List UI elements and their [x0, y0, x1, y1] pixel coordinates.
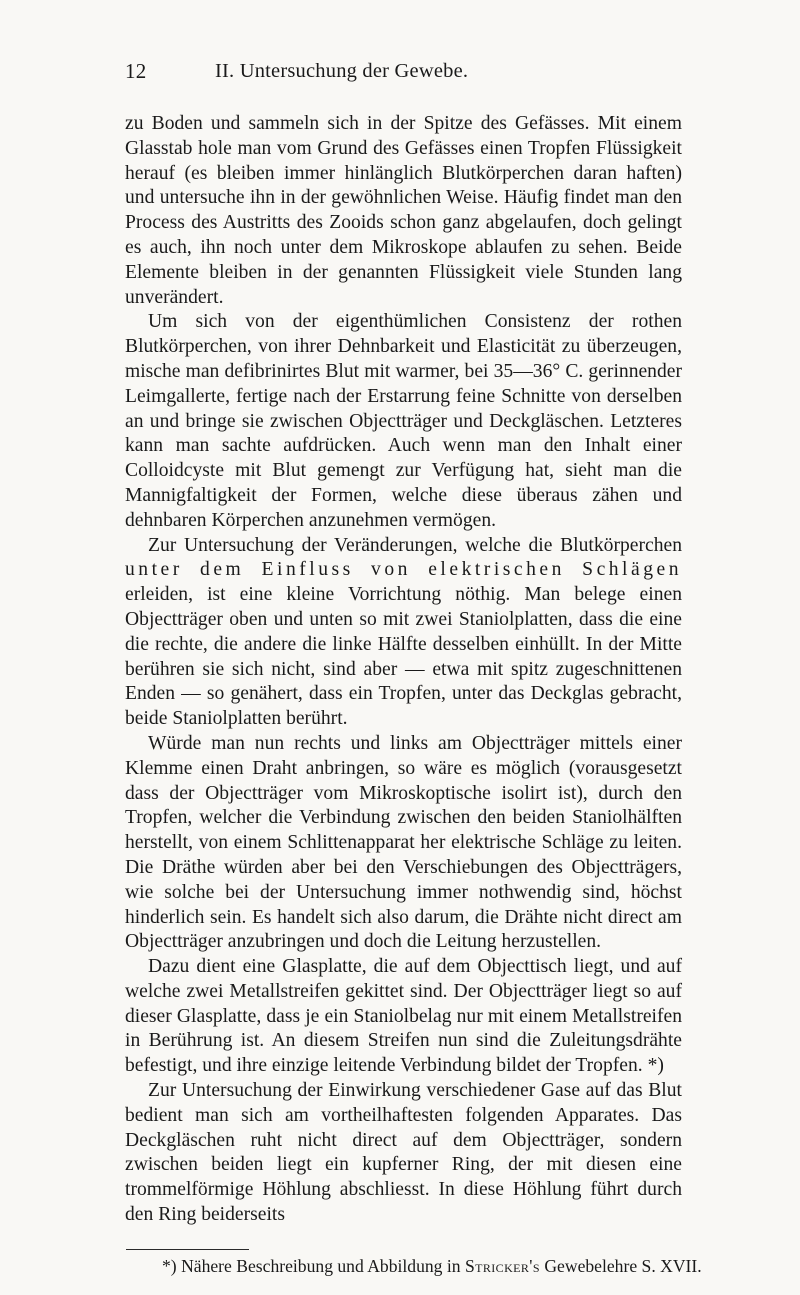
- footnote-marker: *): [162, 1256, 177, 1276]
- paragraph-3-emphasis: unter dem Einfluss von elektrischen Schlägen: [125, 559, 682, 581]
- footnote-author: Stricker's: [464, 1256, 540, 1276]
- page-number: 12: [125, 59, 147, 83]
- running-head: [125, 56, 685, 86]
- footnote-text-after: Gewebelehre S. XVII.: [544, 1256, 702, 1276]
- paragraph-1: zu Boden und sammeln sich in der Spitze des Gefässes. Mit einem Glasstab hole man vom Grund des Gefässes einen Tropfen Flüssigkeit herauf (es bleiben immer hinlänglich Blutkörperchen daran haften) und untersuche ihn in der gewöhnlichen Weise. Häufig findet man den Process des Austritts des Zooids schon ganz abgelaufen, doch gelingt es auch, ihn noch unter dem Mikroskope ablaufen zu sehen. Beide Elemente bleiben in der genannten Flüssigkeit viele Stunden lang unverändert.: [125, 113, 682, 308]
- paragraph-5: Dazu dient eine Glasplatte, die auf dem Objecttisch liegt, und auf welche zwei Metallstreifen gekittet sind. Der Objectträger liegt so auf dieser Glasplatte, dass je ein Staniolbelag nur mit einem Metallstreifen in Berührung ist. An diesem Streifen nun sind die Zuleitungsdrähte befestigt, und ihre einzige leitende Verbindung bildet der Tropfen. *): [125, 956, 682, 1077]
- body-text: [125, 112, 682, 1228]
- paragraph-2: Um sich von der eigenthümlichen Consistenz der rothen Blutkörperchen, von ihrer Dehnbarkeit und Elasticität zu überzeugen, mische man defibrinirtes Blut mit warmer, bei 35—36° C. gerinnender Leimgallerte, fertige nach der Erstarrung feine Schnitte von derselben an und bringe sie zwischen Objectträger und Deckgläschen. Letzteres kann man sachte aufdrücken. Auch wenn man den Inhalt einer Colloidcyste mit Blut gemengt zur Verfügung hat, sieht man die Mannigfaltigkeit der Formen, welche diese überaus zähen und dehnbaren Körperchen anzunehmen vermögen.: [125, 311, 682, 531]
- paragraph-3: [125, 534, 682, 732]
- paragraph-4: Würde man nun rechts und links am Objectträger mittels einer Klemme einen Draht anbringen, so wäre es möglich (vorausgesetzt dass der Objectträger vom Mikroskoptische isolirt ist), durch den Tropfen, welcher die Verbindung zwischen den beiden Staniolhälften herstellt, von einem Schlittenapparat her elektrische Schläge zu leiten. Die Dräthe würden aber bei den Verschiebungen des Objectträgers, wie solche bei der Untersuchung immer nothwendig sind, höchst hinderlich sein. Es handelt sich also darum, die Drähte nicht direct am Objectträger anzubringen und doch die Leitung herzustellen.: [125, 732, 682, 953]
- paragraph-3-rest: erleiden, ist eine kleine Vorrichtung nöthig. Man belege einen Objectträger oben und unten so mit zwei Staniolplatten, dass die eine die rechte, die andere die linke Hälfte desselben einhüllt. In der Mitte berühren sie sich nicht, sind aber — etwa mit spitz zugeschnittenen Enden — so genähert, dass ein Tropfen, unter das Deckglas gebracht, beide Staniolplatten berührt.: [125, 584, 682, 730]
- paragraph-3-lead: Zur Untersuchung der Veränderungen, welche die Blutkörperchen: [148, 534, 682, 556]
- footnote-divider: [126, 1249, 249, 1250]
- footnote-text-before: Nähere Beschreibung und Abbildung in: [181, 1256, 461, 1276]
- chapter-title: II. Untersuchung der Gewebe.: [215, 60, 469, 82]
- paragraph-6: Zur Untersuchung der Einwirkung verschiedener Gase auf das Blut bedient man sich am vortheilhaftesten folgenden Apparates. Das Deckgläschen ruht nicht direct auf dem Objectträger, sondern zwischen beiden liegt ein kupferner Ring, der mit diesen eine trommelförmige Höhlung abschliesst. In diese Höhlung führt durch den Ring beiderseits: [125, 1080, 682, 1226]
- footnote: [162, 1254, 702, 1278]
